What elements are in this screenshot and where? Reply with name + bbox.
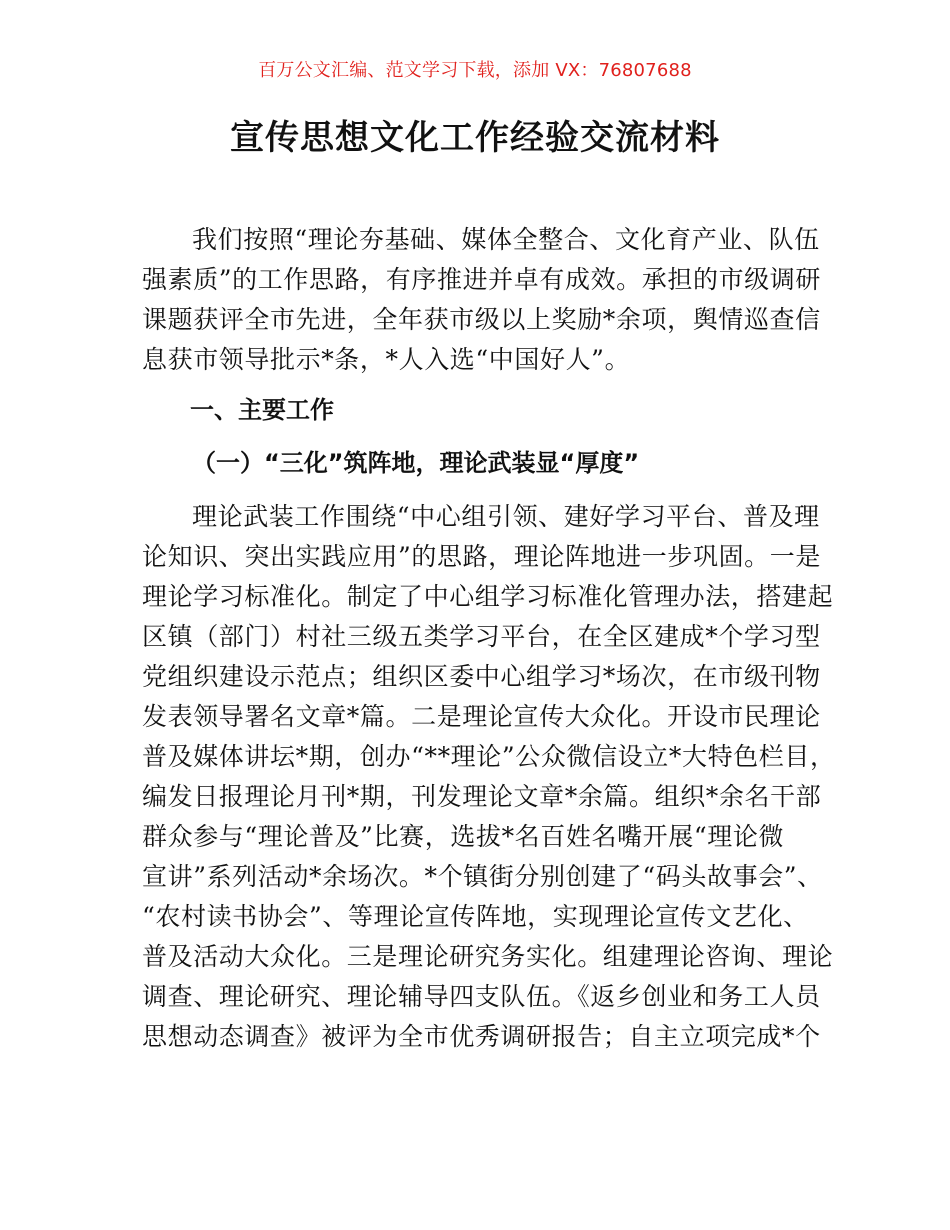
- text-line: 息获市领导批示*条，*人入选“中国好人”。: [142, 345, 631, 374]
- text-line: 党组织建设示范点；组织区委中心组学习*场次，在市级刊物: [142, 662, 821, 691]
- text-line: 普及活动大众化。三是理论研究务实化。组建理论咨询、理论: [142, 942, 834, 971]
- text-line: 我们按照“理论夯基础、媒体全整合、文化育产业、队伍: [192, 225, 820, 254]
- text-line: 调查、理论研究、理论辅导四支队伍。《返乡创业和务工人员: [142, 982, 821, 1011]
- text-line: “农村读书协会”、等理论宣传阵地，实现理论宣传文艺化、: [142, 902, 809, 931]
- text-line: 论知识、突出实践应用”的思路，理论阵地进一步巩固。一是: [142, 542, 821, 571]
- text-line: 强素质”的工作思路，有序推进并卓有成效。承担的市级调研: [142, 265, 821, 294]
- text-line: 群众参与“理论普及”比赛，选拔*名百姓名嘴开展“理论微: [142, 822, 785, 851]
- section-heading: 一、主要工作: [190, 396, 334, 424]
- text-line: 课题获评全市先进，全年获市级以上奖励*余项，舆情巡查信: [142, 305, 821, 334]
- text-line: 理论武装工作围绕“中心组引领、建好学习平台、普及理: [192, 502, 820, 531]
- text-line: 普及媒体讲坛*期，创办“**理论”公众微信设立*大特色栏目，: [142, 742, 836, 771]
- document-title: 宣传思想文化工作经验交流材料: [230, 118, 720, 158]
- text-line: 思想动态调查》被评为全市优秀调研报告；自主立项完成*个: [142, 1022, 821, 1051]
- subsection-heading: （一）“三化”筑阵地，理论武装显“厚度”: [192, 449, 640, 477]
- text-line: 编发日报理论月刊*期，刊发理论文章*余篇。组织*余名干部: [142, 782, 822, 811]
- body-paragraph: [142, 497, 836, 1057]
- text-line: 理论学习标准化。制定了中心组学习标准化管理办法，搭建起: [142, 582, 834, 611]
- watermark-banner: 百万公文汇编、范文学习下载，添加 VX：76807688: [258, 60, 692, 81]
- text-line: 区镇（部门）村社三级五类学习平台，在全区建成*个学习型: [142, 622, 821, 651]
- intro-paragraph: [142, 220, 821, 380]
- text-line: 宣讲”系列活动*余场次。*个镇街分别创建了“码头故事会”、: [142, 862, 823, 891]
- text-line: 发表领导署名文章*篇。二是理论宣传大众化。开设市民理论: [142, 702, 821, 731]
